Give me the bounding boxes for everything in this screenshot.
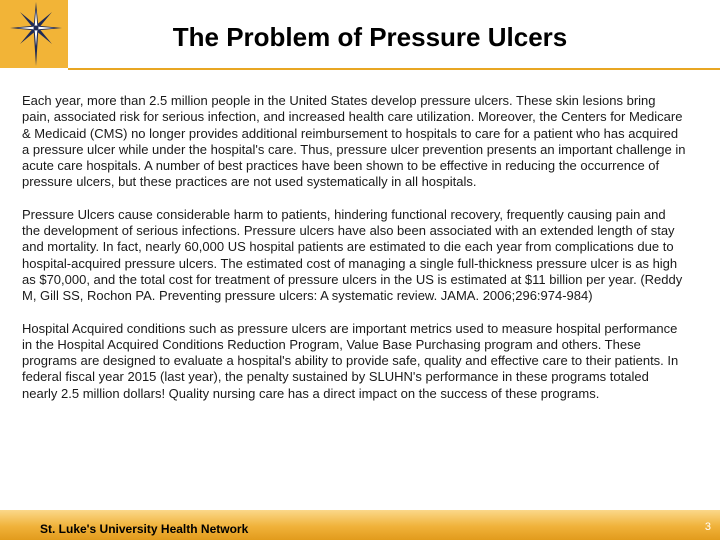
paragraph-prevalence: Each year, more than 2.5 million people in the United States develop pressure ulcers. These skin lesions bring pain, associated risk for serious infection, and increased health care utilization. Moreover, the Centers for Medicare & Medicaid (CMS) no longer provides additional reimbursement to hospitals to care for a patient who has acquired a pressure ulcer while under the hospital's care. Thus, pressure ulcer prevention presents an important challenge in acute care hospitals. A number of best practices have been shown to be effective in reducing the occurrence of pressure ulcers, but these practices are not used systematically in all hospitals. bbox=[22, 93, 686, 190]
slide-body bbox=[22, 93, 686, 418]
footer-bar bbox=[0, 510, 720, 540]
page-number: 3 bbox=[704, 521, 711, 533]
star-cross-logo-icon bbox=[0, 0, 68, 68]
paragraph-harm-and-cost: Pressure Ulcers cause considerable harm to patients, hindering functional recovery, frequently causing pain and the development of serious infections. Pressure ulcers have also been associated with an extended length of stay and mortality. In fact, nearly 60,000 US hospital patients are estimated to die each year from complications due to hospital-acquired pressure ulcers. The estimated cost of managing a single full-thickness pressure ulcer is as high as $70,000, and the total cost for treatment of pressure ulcers in the US is estimated at $11 billion per year. (Reddy M, Gill SS, Rochon PA. Preventing pressure ulcers: A systematic review. JAMA. 2006;296:974-984) bbox=[22, 206, 683, 304]
title-divider bbox=[68, 68, 720, 70]
footer-organization: St. Luke's University Health Network bbox=[40, 522, 249, 536]
slide-title: The Problem of Pressure Ulcers bbox=[172, 22, 568, 52]
paragraph-hospital-metrics: Hospital Acquired conditions such as pressure ulcers are important metrics used to measure hospital performance in the Hospital Acquired Conditions Reduction Program, Value Base Purchasing program and others. These programs are designed to evaluate a hospital's ability to provide safe, quality and effective care to their patients. In federal fiscal year 2015 (last year), the penalty sustained by SLUHN's performance in these programs totaled nearly 2.5 million dollars! Quality nursing care has a direct impact on the success of these programs. bbox=[22, 320, 679, 401]
